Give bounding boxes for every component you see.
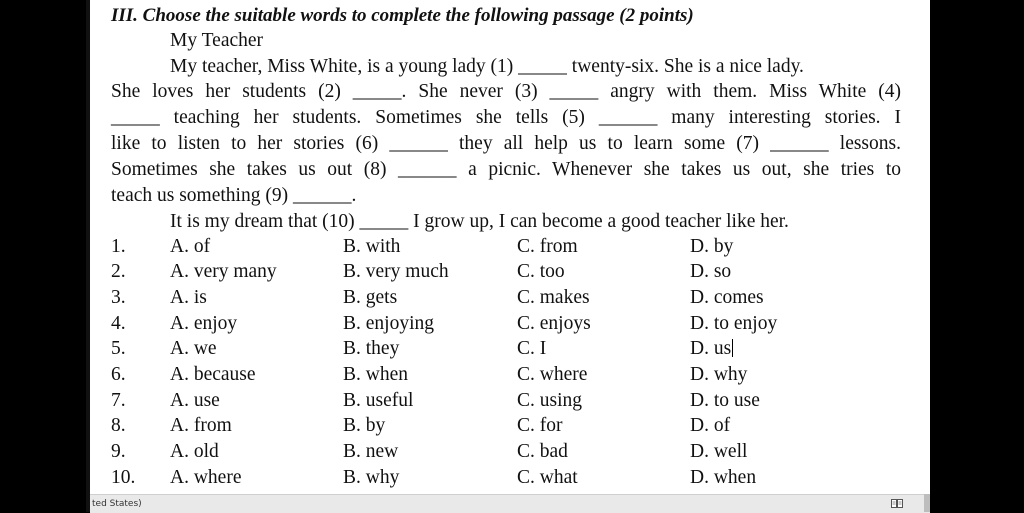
status-bar-divider: [924, 494, 930, 512]
option-c: C. where: [517, 364, 588, 385]
option-d: D. when: [690, 467, 757, 488]
option-a: A. enjoy: [170, 313, 238, 334]
passage-title: My Teacher: [170, 30, 264, 51]
document-page[interactable]: [90, 0, 930, 494]
option-a: A. old: [170, 441, 219, 462]
option-b: B. new: [343, 441, 399, 462]
option-a: A. we: [170, 338, 217, 359]
option-b: B. when: [343, 364, 408, 385]
passage-line-5: Sometimes she takes us out (8) ______ a picnic. Whenever she takes us out, she tries to: [111, 159, 901, 180]
passage-line-7: It is my dream that (10) _____ I grow up, I can become a good teacher like her.: [170, 211, 789, 232]
option-a: A. very many: [170, 261, 277, 282]
option-row-10: [90, 467, 930, 493]
passage-line-6: teach us something (9) ______.: [111, 185, 357, 206]
question-number: 9.: [111, 441, 126, 462]
option-row-7: [90, 390, 930, 416]
option-row-3: [90, 287, 930, 313]
option-d-with-cursor[interactable]: [690, 338, 733, 360]
passage-line-1: My teacher, Miss White, is a young lady (1) _____ twenty-six. She is a nice lady.: [170, 56, 804, 77]
option-b: B. very much: [343, 261, 449, 282]
option-a: A. from: [170, 415, 232, 436]
option-c: C. enjoys: [517, 313, 591, 334]
option-row-6: [90, 364, 930, 390]
question-number: 2.: [111, 261, 126, 282]
question-number: 1.: [111, 236, 126, 257]
option-d: D. well: [690, 441, 748, 462]
book-icon[interactable]: [891, 499, 903, 508]
option-row-8: [90, 415, 930, 441]
option-d: D. why: [690, 364, 748, 385]
option-b: B. why: [343, 467, 400, 488]
option-d: D. to use: [690, 390, 760, 411]
option-c: C. for: [517, 415, 563, 436]
option-d: D. of: [690, 415, 731, 436]
status-bar: [90, 494, 930, 513]
option-b: B. useful: [343, 390, 414, 411]
option-row-1: [90, 236, 930, 262]
option-c: C. makes: [517, 287, 590, 308]
section-heading: III. Choose the suitable words to complete the following passage (2 points): [111, 5, 694, 26]
option-c: C. bad: [517, 441, 568, 462]
option-row-4: [90, 313, 930, 339]
option-a: A. because: [170, 364, 256, 385]
question-number: 6.: [111, 364, 126, 385]
option-row-5: [90, 338, 930, 364]
option-row-2: [90, 261, 930, 287]
option-c: C. using: [517, 390, 583, 411]
passage-line-2: She loves her students (2) _____. She never (3) _____ angry with them. Miss White (4): [111, 81, 901, 102]
option-b: B. enjoying: [343, 313, 434, 334]
option-c: C. from: [517, 236, 578, 257]
text-cursor: [732, 339, 733, 357]
option-d: D. so: [690, 261, 732, 282]
question-number: 3.: [111, 287, 126, 308]
option-d: D. comes: [690, 287, 764, 308]
question-number: 8.: [111, 415, 126, 436]
option-a: A. where: [170, 467, 242, 488]
option-b: B. they: [343, 338, 400, 359]
option-a: A. is: [170, 287, 207, 308]
option-d: D. by: [690, 236, 734, 257]
passage-line-3: _____ teaching her students. Sometimes she tells (5) ______ many interesting stories. I: [111, 107, 901, 128]
option-c: C. I: [517, 338, 547, 359]
option-b: B. by: [343, 415, 386, 436]
question-number: 10.: [111, 467, 136, 488]
option-row-9: [90, 441, 930, 467]
language-status[interactable]: ted States): [92, 499, 142, 509]
question-number: 4.: [111, 313, 126, 334]
question-number: 5.: [111, 338, 126, 359]
option-c: C. what: [517, 467, 578, 488]
option-d: D. to enjoy: [690, 313, 778, 334]
option-b: B. gets: [343, 287, 398, 308]
option-a: A. of: [170, 236, 211, 257]
option-d: D. us: [690, 338, 732, 359]
option-b: B. with: [343, 236, 401, 257]
option-c: C. too: [517, 261, 565, 282]
option-a: A. use: [170, 390, 220, 411]
question-number: 7.: [111, 390, 126, 411]
passage-line-4: like to listen to her stories (6) ______ they all help us to learn some (7) ______ lessons.: [111, 133, 901, 154]
